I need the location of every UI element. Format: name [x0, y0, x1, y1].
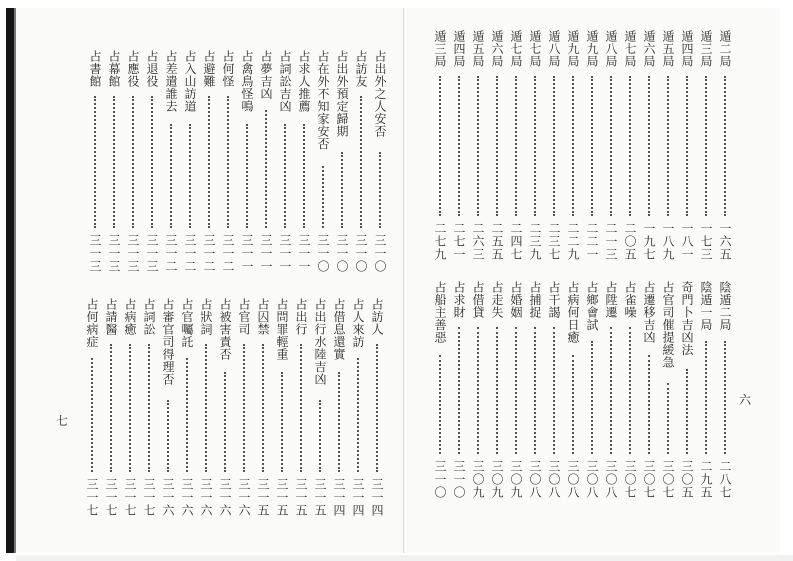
- dot-leader: [322, 166, 324, 228]
- toc-entry: [566, 281, 580, 502]
- dot-leader: [572, 355, 574, 454]
- dot-leader: [705, 76, 707, 216]
- dot-leader: [227, 96, 229, 228]
- toc-entry: [509, 30, 523, 264]
- toc-entry-page: 三一〇: [354, 234, 368, 273]
- toc-entry-page: 三〇七: [623, 460, 637, 499]
- toc-entry: [642, 30, 656, 264]
- toc-entry-page: 三〇八: [566, 460, 580, 499]
- toc-entry-page: 二七一: [452, 222, 466, 261]
- toc-entry: [528, 281, 542, 502]
- toc-entry-title: 占求財: [452, 281, 466, 319]
- toc-entry-page: 三一三: [145, 234, 159, 273]
- toc-entry-page: 三一六: [161, 478, 175, 517]
- toc-entry-page: 二一三: [604, 222, 618, 261]
- toc-entry-page: 二八七: [718, 460, 732, 499]
- toc-entry-title: 占船主善惡: [433, 281, 447, 344]
- right-page-number: 六: [739, 393, 752, 407]
- dot-leader: [553, 76, 555, 216]
- dot-leader: [186, 358, 188, 472]
- toc-entry-title: 占訪友: [354, 50, 368, 88]
- toc-entry-page: 三一三: [88, 234, 102, 273]
- toc-entry-page: 二〇五: [623, 222, 637, 261]
- toc-entry-page: 三一一: [278, 234, 292, 273]
- toc-entry: [604, 30, 618, 264]
- dot-leader: [458, 327, 460, 454]
- toc-entry: [237, 298, 251, 520]
- toc-entry: [566, 30, 580, 264]
- toc-entry: [490, 281, 504, 502]
- toc-entry: [85, 298, 99, 520]
- toc-entry-title: 占雀噪: [623, 281, 637, 319]
- toc-entry-page: 三一六: [180, 478, 194, 517]
- dot-leader: [357, 358, 359, 472]
- dot-leader: [515, 327, 517, 454]
- toc-entry-page: 三一七: [104, 478, 118, 517]
- toc-entry-title: 占何怪: [221, 50, 235, 88]
- toc-entry-title: 占差遣誰去: [164, 50, 178, 113]
- toc-entry: [370, 298, 384, 520]
- left-page-number: 七: [56, 414, 69, 428]
- toc-entry-title: 占官司: [237, 298, 251, 336]
- toc-entry-page: 二三九: [528, 222, 542, 261]
- dot-leader: [167, 400, 169, 472]
- toc-entry: [642, 281, 656, 502]
- dot-leader: [262, 344, 264, 472]
- toc-entry: [142, 298, 156, 520]
- dot-leader: [151, 96, 153, 228]
- toc-entry: [623, 30, 637, 264]
- dot-leader: [379, 152, 381, 228]
- toc-entry-title: 遁五局: [661, 30, 675, 68]
- toc-entry-page: 三一六: [218, 478, 232, 517]
- toc-entry-title: 占何病症: [85, 298, 99, 348]
- toc-entry: [180, 298, 194, 520]
- dot-leader: [94, 96, 96, 228]
- toc-entry-page: 三一四: [332, 478, 346, 517]
- toc-entry: [452, 30, 466, 264]
- toc-entry: [183, 50, 197, 276]
- toc-entry-page: 三一四: [351, 478, 365, 517]
- toc-entry-title: 遁九局: [585, 30, 599, 68]
- toc-entry-title: 遁四局: [680, 30, 694, 68]
- toc-entry: [452, 281, 466, 502]
- toc-entry-title: 占入山訪道: [183, 50, 197, 113]
- toc-entry-title: 占詞訟: [142, 298, 156, 336]
- toc-entry-page: 三〇九: [509, 460, 523, 499]
- toc-entry-title: 占求人推薦: [297, 50, 311, 113]
- toc-entry-page: 三一二: [221, 234, 235, 273]
- toc-entry: [275, 298, 289, 520]
- toc-entry: [471, 30, 485, 264]
- toc-entry: [240, 50, 254, 276]
- toc-entry: [199, 298, 213, 520]
- toc-entry-title: 遁八局: [547, 30, 561, 68]
- toc-entry-page: 三〇五: [680, 460, 694, 499]
- toc-entry-page: 三一二: [202, 234, 216, 273]
- toc-entry-title: 占借貸: [471, 281, 485, 319]
- toc-entry-title: 占出外之人安否: [373, 50, 387, 138]
- toc-entry-page: 二三七: [547, 222, 561, 261]
- toc-entry-title: 遁三局: [699, 30, 713, 68]
- toc-entry: [202, 50, 216, 276]
- toc-entry: [335, 50, 349, 276]
- dot-leader: [648, 76, 650, 216]
- dot-leader: [439, 355, 441, 454]
- toc-entry-title: 占訪人: [370, 298, 384, 336]
- toc-entry: [316, 50, 330, 276]
- dot-leader: [243, 344, 245, 472]
- dot-leader: [591, 341, 593, 454]
- toc-entry-title: 占捕捉: [528, 281, 542, 319]
- toc-entry-title: 占被害責否: [218, 298, 232, 361]
- toc-entry-page: 二六三: [471, 222, 485, 261]
- toc-entry-page: 三一七: [142, 478, 156, 517]
- toc-entry-title: 占官司催提緩急: [661, 281, 675, 369]
- dot-leader: [572, 76, 574, 216]
- dot-leader: [284, 124, 286, 228]
- toc-entry: [547, 30, 561, 264]
- page-fold: [403, 8, 404, 553]
- toc-entry: [104, 298, 118, 520]
- toc-entry-page: 三一五: [313, 478, 327, 517]
- toc-entry-page: 三〇八: [585, 460, 599, 499]
- dot-leader: [534, 76, 536, 216]
- toc-entry-title: 占詞訟吉凶: [278, 50, 292, 113]
- toc-entry-page: 三一五: [294, 478, 308, 517]
- dot-leader: [667, 383, 669, 454]
- toc-entry-title: 占出行水陸吉凶: [313, 298, 327, 386]
- dot-leader: [724, 341, 726, 454]
- dot-leader: [170, 124, 172, 228]
- toc-entry-title: 占避難: [202, 50, 216, 88]
- toc-entry: [490, 30, 504, 264]
- dot-leader: [477, 76, 479, 216]
- toc-entry-page: 二五五: [490, 222, 504, 261]
- toc-entry-page: 二二一: [585, 222, 599, 261]
- toc-entry: [528, 30, 542, 264]
- toc-entry: [433, 281, 447, 502]
- dot-leader: [360, 96, 362, 228]
- toc-entry-page: 三一〇: [452, 460, 466, 499]
- toc-entry-page: 三一〇: [373, 234, 387, 273]
- toc-entry-title: 占人來訪: [351, 298, 365, 348]
- dot-leader: [148, 344, 150, 472]
- toc-entry-page: 三〇八: [528, 460, 542, 499]
- toc-entry-page: 三一二: [183, 234, 197, 273]
- toc-entry-page: 二七九: [433, 222, 447, 261]
- dot-leader: [189, 124, 191, 228]
- toc-entry-title: 占出行: [294, 298, 308, 336]
- toc-entry-page: 二二九: [566, 222, 580, 261]
- toc-entry-page: 三一三: [126, 234, 140, 273]
- toc-entry: [373, 50, 387, 276]
- toc-entry-title: 遁九局: [566, 30, 580, 68]
- toc-entry-title: 占書館: [88, 50, 102, 88]
- dot-leader: [667, 76, 669, 216]
- toc-entry-page: 三一七: [85, 478, 99, 517]
- toc-entry: [259, 50, 273, 276]
- toc-entry-page: 一八一: [680, 222, 694, 261]
- dot-leader: [705, 341, 707, 454]
- toc-entry: [604, 281, 618, 502]
- toc-entry-title: 占病何日癒: [566, 281, 580, 344]
- dot-leader: [338, 372, 340, 472]
- toc-entry-title: 遁七局: [509, 30, 523, 68]
- toc-entry-page: 三〇九: [471, 460, 485, 499]
- toc-entry: [145, 50, 159, 276]
- dot-leader: [224, 372, 226, 472]
- toc-entry-page: 三一六: [237, 478, 251, 517]
- dot-leader: [113, 96, 115, 228]
- toc-entry: [351, 298, 365, 520]
- toc-entry-page: 三一〇: [316, 234, 330, 273]
- toc-entry: [332, 298, 346, 520]
- toc-entry-page: 二四七: [509, 222, 523, 261]
- toc-entry-page: 三一五: [256, 478, 270, 517]
- dot-leader: [110, 344, 112, 472]
- toc-entry-title: 占囚禁: [256, 298, 270, 336]
- toc-entry: [718, 30, 732, 264]
- dot-leader: [610, 76, 612, 216]
- dot-leader: [376, 344, 378, 472]
- toc-entry: [547, 281, 561, 502]
- toc-entry-title: 占干謁: [547, 281, 561, 319]
- dot-leader: [129, 344, 131, 472]
- toc-entry-title: 占病癒: [123, 298, 137, 336]
- dot-leader: [686, 76, 688, 216]
- toc-entry-title: 占請醫: [104, 298, 118, 336]
- toc-entry-title: 遁七局: [528, 30, 542, 68]
- toc-entry-title: 占退役: [145, 50, 159, 88]
- dot-leader: [300, 344, 302, 472]
- toc-entry-title: 遁六局: [490, 30, 504, 68]
- toc-entry: [161, 298, 175, 520]
- toc-entry: [126, 50, 140, 276]
- toc-entry-title: 占夢吉凶: [259, 50, 273, 100]
- toc-entry-page: 三一一: [240, 234, 254, 273]
- dot-leader: [439, 76, 441, 216]
- toc-entry: [661, 30, 675, 264]
- toc-entry-title: 占官囑託: [180, 298, 194, 348]
- toc-entry-page: 三一六: [199, 478, 213, 517]
- toc-entry-title: 陰遁二局: [718, 281, 732, 331]
- toc-entry-title: 遁八局: [604, 30, 618, 68]
- toc-entry: [107, 50, 121, 276]
- toc-entry-title: 遁四局: [452, 30, 466, 68]
- toc-entry: [680, 281, 694, 502]
- dot-leader: [591, 76, 593, 216]
- toc-entry: [623, 281, 637, 502]
- toc-entry-title: 占走失: [490, 281, 504, 319]
- dot-leader: [477, 327, 479, 454]
- toc-entry-title: 遁七局: [623, 30, 637, 68]
- dot-leader: [208, 96, 210, 228]
- toc-entry: [297, 50, 311, 276]
- toc-entry-title: 占問罪輕重: [275, 298, 289, 361]
- dot-leader: [303, 124, 305, 228]
- toc-entry-page: 三〇九: [490, 460, 504, 499]
- dot-leader: [132, 96, 134, 228]
- toc-entry-page: 三一二: [164, 234, 178, 273]
- toc-entry-title: 遁三局: [433, 30, 447, 68]
- toc-entry: [471, 281, 485, 502]
- dot-leader: [629, 76, 631, 216]
- toc-entry-title: 占出外預定歸期: [335, 50, 349, 138]
- toc-entry: [661, 281, 675, 502]
- toc-entry: [718, 281, 732, 502]
- dot-leader: [496, 76, 498, 216]
- toc-entry: [354, 50, 368, 276]
- dot-leader: [265, 110, 267, 228]
- toc-entry-page: 一七三: [699, 222, 713, 261]
- toc-entry-page: 三一七: [123, 478, 137, 517]
- dot-leader: [724, 76, 726, 216]
- toc-entry: [218, 298, 232, 520]
- toc-entry-title: 遁五局: [471, 30, 485, 68]
- dot-leader: [534, 327, 536, 454]
- toc-entry-title: 占狀詞: [199, 298, 213, 336]
- toc-entry-page: 三一一: [259, 234, 273, 273]
- toc-entry: [585, 30, 599, 264]
- toc-entry-title: 占陞遷: [604, 281, 618, 319]
- toc-entry-page: 三〇七: [661, 460, 675, 499]
- toc-entry-title: 占遷移吉凶: [642, 281, 656, 344]
- dot-leader: [341, 152, 343, 228]
- toc-entry: [699, 281, 713, 502]
- toc-entry-page: 三一三: [107, 234, 121, 273]
- toc-entry: [164, 50, 178, 276]
- toc-entry-page: 三一五: [275, 478, 289, 517]
- toc-entry-page: 一八九: [661, 222, 675, 261]
- dot-leader: [515, 76, 517, 216]
- toc-entry-page: 三〇八: [604, 460, 618, 499]
- toc-entry-page: 二九五: [699, 460, 713, 499]
- toc-entry-title: 占應役: [126, 50, 140, 88]
- dot-leader: [496, 327, 498, 454]
- dot-leader: [610, 327, 612, 454]
- dot-leader: [91, 358, 93, 472]
- toc-entry: [680, 30, 694, 264]
- toc-entry: [278, 50, 292, 276]
- dot-leader: [458, 76, 460, 216]
- dot-leader: [246, 124, 248, 228]
- toc-entry-page: 三一〇: [335, 234, 349, 273]
- toc-entry-title: 遁六局: [642, 30, 656, 68]
- toc-entry-page: 三一〇: [433, 460, 447, 499]
- dot-leader: [686, 369, 688, 454]
- toc-entry: [313, 298, 327, 520]
- toc-entry-page: 一九七: [642, 222, 656, 261]
- toc-entry-page: 三一一: [297, 234, 311, 273]
- toc-entry-title: 占借息還實: [332, 298, 346, 361]
- toc-entry-page: 三〇八: [547, 460, 561, 499]
- toc-entry-title: 占婚姻: [509, 281, 523, 319]
- dot-leader: [553, 327, 555, 454]
- toc-entry-title: 占在外不知家安否: [316, 50, 330, 150]
- toc-entry: [509, 281, 523, 502]
- dot-leader: [648, 355, 650, 454]
- toc-entry: [585, 281, 599, 502]
- dot-leader: [205, 344, 207, 472]
- toc-entry-title: 占幕館: [107, 50, 121, 88]
- toc-entry-title: 陰遁一局: [699, 281, 713, 331]
- toc-entry-page: 一六五: [718, 222, 732, 261]
- toc-entry-title: 占鄉會試: [585, 281, 599, 331]
- toc-entry: [433, 30, 447, 264]
- toc-entry: [221, 50, 235, 276]
- toc-entry-title: 占禽鳥怪鳴: [240, 50, 254, 113]
- toc-entry-title: 奇門卜吉凶法: [680, 281, 694, 356]
- toc-entry-page: 三〇七: [642, 460, 656, 499]
- toc-entry-page: 三一四: [370, 478, 384, 517]
- dot-leader: [319, 400, 321, 472]
- book-spine: [6, 8, 14, 553]
- toc-entry: [294, 298, 308, 520]
- dot-leader: [281, 372, 283, 472]
- toc-entry: [699, 30, 713, 264]
- toc-entry-title: 遁二局: [718, 30, 732, 68]
- scan-margin: [16, 555, 793, 561]
- dot-leader: [629, 327, 631, 454]
- toc-entry-title: 占審官司得理否: [161, 298, 175, 386]
- toc-entry: [123, 298, 137, 520]
- toc-entry: [256, 298, 270, 520]
- toc-entry: [88, 50, 102, 276]
